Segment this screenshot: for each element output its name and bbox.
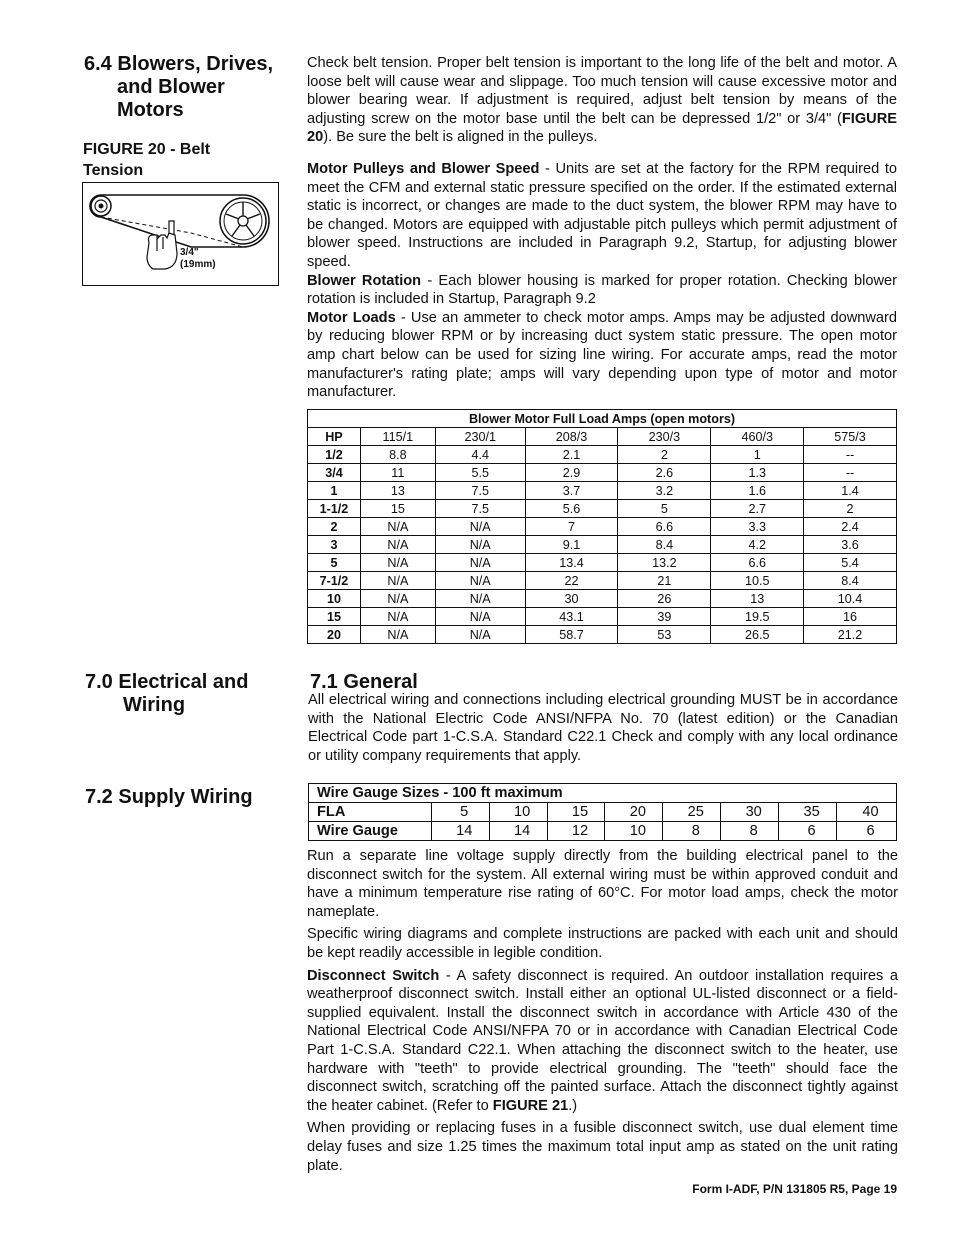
fla-cell: 30 (721, 803, 779, 822)
amps-cell: 5.4 (804, 554, 897, 572)
section-title-line2: Wiring (123, 694, 186, 716)
section-title-line1: Blowers, Drives, (117, 53, 273, 75)
column-header: 460/3 (711, 428, 804, 446)
amps-cell: 15 (360, 500, 435, 518)
amps-cell: 2.7 (711, 500, 804, 518)
amps-cell: 2 (804, 500, 897, 518)
fla-cell: 15 (547, 803, 605, 822)
deflection-label: 3/4" (180, 247, 199, 258)
amps-cell: 7 (525, 518, 618, 536)
section-7-2-heading: 7.2 Supply Wiring (85, 786, 253, 808)
amps-cell: 22 (525, 572, 618, 590)
amps-cell: N/A (360, 518, 435, 536)
table-title: Blower Motor Full Load Amps (open motors) (308, 410, 897, 428)
motor-pulleys-paragraph: Motor Pulleys and Blower Speed - Units are set at the factory for the RPM required to meet the CFM and external static pressure specified on the order. If the estimated external static is incorrect, or changes are made to the duct system, the blower RPM may have to be changed. Motors are equipped with adjustable pitch pulleys which permit adjustment of blower speed. Instructions are included in Paragraph 9.2, Startup, for adjusting blower speed. (307, 160, 897, 270)
hp-cell: 1-1/2 (308, 500, 361, 518)
amps-cell: 16 (804, 608, 897, 626)
table-row (308, 464, 897, 482)
amps-cell: 13.4 (525, 554, 618, 572)
amps-cell: N/A (435, 554, 525, 572)
amps-cell: 5 (618, 500, 711, 518)
section-6-4-heading (84, 53, 284, 122)
amps-cell: 43.1 (525, 608, 618, 626)
amps-cell: 3.3 (711, 518, 804, 536)
amps-cell: 13 (711, 590, 804, 608)
amps-cell: 6.6 (618, 518, 711, 536)
amps-cell: 5.5 (435, 464, 525, 482)
amps-cell: 13 (360, 482, 435, 500)
amps-cell: 2.9 (525, 464, 618, 482)
hp-cell: 2 (308, 518, 361, 536)
amps-cell: 11 (360, 464, 435, 482)
column-header: 575/3 (804, 428, 897, 446)
amps-cell: 1 (711, 446, 804, 464)
supply-paragraph: Run a separate line voltage supply directly from the building electrical panel to the disconnect switch for the system. All external wiring must be within approved conduit and have a minimum temperature rise rating of 60°C. For motor load amps, check the motor nameplate. (307, 848, 898, 920)
deflection-metric-label: (19mm) (180, 259, 216, 270)
amps-cell: 39 (618, 608, 711, 626)
amps-cell: 26 (618, 590, 711, 608)
amps-cell: 3.6 (804, 536, 897, 554)
figure-caption-line1: FIGURE 20 - Belt (83, 141, 211, 158)
amps-cell: N/A (435, 626, 525, 644)
amps-cell: 2.4 (804, 518, 897, 536)
table-row (308, 446, 897, 464)
fla-cell: 20 (605, 803, 663, 822)
belt-tension-paragraph: Check belt tension. Proper belt tension is important to the long life of the belt and motor. A loose belt will cause wear and slippage. Too much tension will cause excessive motor and blower bearing wear. If adjustment is required, adjust belt tension by means of the adjusting screw on the motor base until the belt can be depressed 1/2" or 3/4" (FIGURE 20). Be sure the belt is aligned in the pulleys. (307, 55, 897, 146)
amps-cell: N/A (360, 554, 435, 572)
amps-cell: 53 (618, 626, 711, 644)
amps-cell: N/A (360, 536, 435, 554)
gauge-cell: 12 (547, 822, 605, 841)
wire-gauge-table (308, 783, 897, 841)
table-row (308, 626, 897, 644)
fla-cell: 25 (663, 803, 721, 822)
table-row (308, 572, 897, 590)
amps-cell: -- (804, 464, 897, 482)
figure-caption-line2: Tension (83, 162, 144, 179)
figure-20-caption (83, 139, 210, 181)
gauge-cell: 8 (721, 822, 779, 841)
amps-cell: 8.8 (360, 446, 435, 464)
amps-cell: 7.5 (435, 500, 525, 518)
gauge-cell: 8 (663, 822, 721, 841)
table-row (308, 590, 897, 608)
amps-cell: -- (804, 446, 897, 464)
amps-cell: 8.4 (618, 536, 711, 554)
section-title-line2: and Blower (117, 76, 225, 98)
gauge-cell: 10 (605, 822, 663, 841)
hp-cell: 15 (308, 608, 361, 626)
hp-cell: 20 (308, 626, 361, 644)
hp-cell: 3/4 (308, 464, 361, 482)
wiring-diagrams-paragraph: Specific wiring diagrams and complete instructions are packed with each unit and should be kept readily accessible in legible condition. (307, 926, 898, 961)
column-header: 230/1 (435, 428, 525, 446)
amps-cell: 4.2 (711, 536, 804, 554)
section-7-2-body (307, 847, 898, 1175)
section-number: 6.4 (84, 53, 112, 75)
amps-cell: 7.5 (435, 482, 525, 500)
amps-cell: 2.1 (525, 446, 618, 464)
amps-cell: N/A (360, 626, 435, 644)
hp-cell: 1 (308, 482, 361, 500)
section-7-1-heading: 7.1 General (310, 671, 418, 693)
fla-label: FLA (309, 803, 432, 822)
table-row (308, 536, 897, 554)
section-number: 7.0 (85, 671, 113, 693)
amps-cell: 1.3 (711, 464, 804, 482)
amps-cell: 19.5 (711, 608, 804, 626)
section-6-4-body (307, 54, 897, 402)
amps-cell: 8.4 (804, 572, 897, 590)
blower-rotation-paragraph: Blower Rotation - Each blower housing is marked for proper rotation. Checking blower rotation is included in Startup, Paragraph 9.2 (307, 272, 897, 308)
table-row (308, 608, 897, 626)
amps-cell: N/A (435, 590, 525, 608)
fla-cell: 35 (779, 803, 837, 822)
fla-cell: 10 (489, 803, 547, 822)
page-footer: Form I-ADF, P/N 131805 R5, Page 19 (692, 1182, 897, 1196)
amps-cell: 13.2 (618, 554, 711, 572)
table-row (308, 500, 897, 518)
disconnect-switch-paragraph: Disconnect Switch - A safety disconnect is required. An outdoor installation requires a weatherproof disconnect switch. Install either an optional UL-listed disconnect or a field-supplied equivalent. Install the disconnect switch in accordance with Article 430 of the National Electrical Code ANSI/NFPA 70 or in accordance with Canadian Electrical Code Part 1-C.S.A. Standard C22.1. When attaching the disconnect switch to the heater, use hardware with "teeth" to provide electrical grounding. The "teeth" should face the disconnect switch, scratching off the painted surface. Attach the disconnect tightly against the heater cabinet. (Refer to FIGURE 21.) (307, 967, 899, 1114)
hp-cell: 1/2 (308, 446, 361, 464)
gauge-cell: 14 (489, 822, 547, 841)
hp-cell: 5 (308, 554, 361, 572)
amps-cell: N/A (360, 608, 435, 626)
amps-cell: 10.4 (804, 590, 897, 608)
amps-cell: 9.1 (525, 536, 618, 554)
amps-cell: N/A (435, 572, 525, 590)
amps-cell: N/A (435, 536, 525, 554)
section-7-0-heading (85, 671, 295, 717)
amps-cell: 1.4 (804, 482, 897, 500)
motor-loads-paragraph: Motor Loads - Use an ammeter to check motor amps. Amps may be adjusted downward by reducing blower RPM or by increasing duct system static pressure. The open motor amp chart below can be used for sizing line wiring. For accurate amps, read the motor manufacturer's rating plate; amps will vary depending upon type of motor and motor manufacturer. (307, 309, 897, 401)
hp-cell: 7-1/2 (308, 572, 361, 590)
gauge-cell: 6 (837, 822, 897, 841)
amps-cell: 3.2 (618, 482, 711, 500)
amps-cell: 21.2 (804, 626, 897, 644)
amps-cell: 2 (618, 446, 711, 464)
table-row (308, 554, 897, 572)
fla-cell: 40 (837, 803, 897, 822)
amps-cell: 58.7 (525, 626, 618, 644)
fla-cell: 5 (431, 803, 489, 822)
column-header: 115/1 (360, 428, 435, 446)
amps-cell: 2.6 (618, 464, 711, 482)
gauge-cell: 14 (431, 822, 489, 841)
gauge-cell: 6 (779, 822, 837, 841)
belt-tension-diagram (83, 183, 278, 285)
amps-cell: 3.7 (525, 482, 618, 500)
wire-table-title: Wire Gauge Sizes - 100 ft maximum (309, 784, 897, 803)
amps-cell: 10.5 (711, 572, 804, 590)
fuses-paragraph: When providing or replacing fuses in a fusible disconnect switch, use dual element time delay fuses and size 1.25 times the maximum total input amp as stated on the unit rating plate. (307, 1120, 898, 1174)
amps-cell: 1.6 (711, 482, 804, 500)
hp-cell: 10 (308, 590, 361, 608)
amps-cell: N/A (360, 572, 435, 590)
amps-cell: 26.5 (711, 626, 804, 644)
blower-motor-amps-table (307, 409, 897, 644)
amps-cell: N/A (360, 590, 435, 608)
column-header: 208/3 (525, 428, 618, 446)
column-header: 230/3 (618, 428, 711, 446)
amps-cell: 30 (525, 590, 618, 608)
amps-cell: 5.6 (525, 500, 618, 518)
amps-cell: N/A (435, 608, 525, 626)
amps-cell: 4.4 (435, 446, 525, 464)
table-row (308, 482, 897, 500)
amps-cell: 6.6 (711, 554, 804, 572)
amps-cell: 21 (618, 572, 711, 590)
section-7-1-body: All electrical wiring and connections including electrical grounding MUST be in accordance with the National Electric Code ANSI/NFPA No. 70 (latest edition) or the Canadian Electrical Code part 1-C.S.A. Standard C22.1 Check and comply with any local ordinance or utility company requirements that apply. (308, 692, 898, 764)
section-title-line3: Motors (117, 99, 184, 121)
hp-cell: 3 (308, 536, 361, 554)
wire-gauge-label: Wire Gauge (309, 822, 432, 841)
section-title-line1: Electrical and (118, 671, 249, 693)
column-header: HP (308, 428, 361, 446)
figure-20-belt-tension (82, 182, 279, 286)
amps-cell: N/A (435, 518, 525, 536)
table-row (308, 518, 897, 536)
